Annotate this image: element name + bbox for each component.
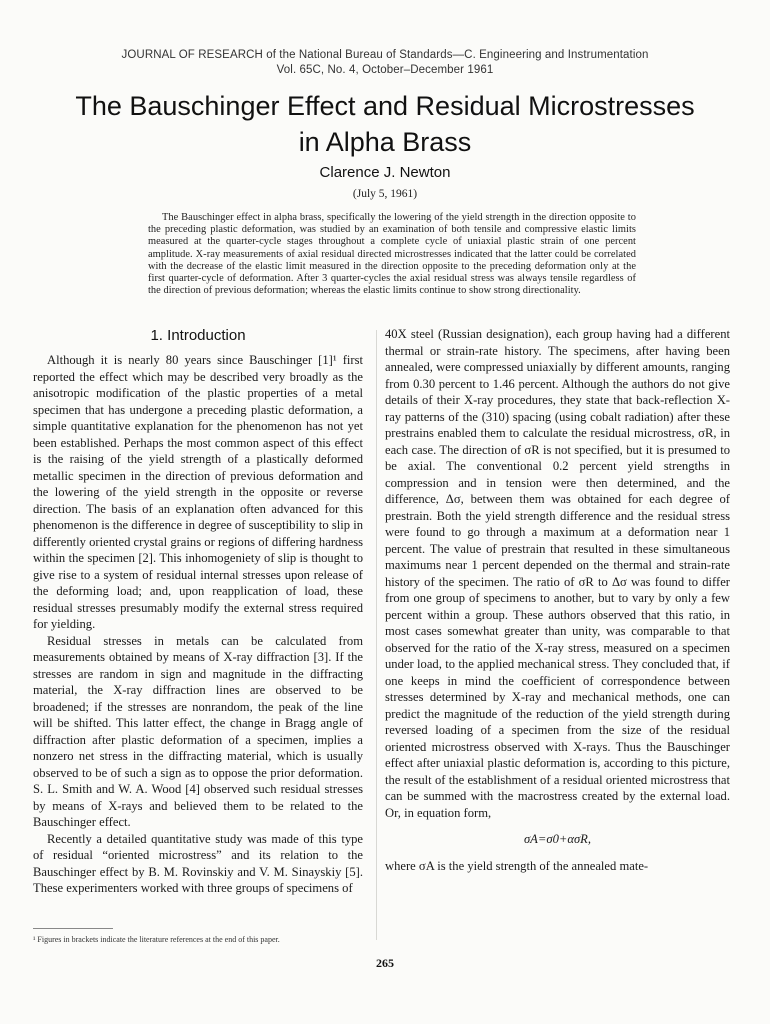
journal-header [0, 48, 770, 78]
column-divider [376, 330, 377, 940]
paragraph: 40X steel (Russian designation), each group having had a different thermal or strain-rate history. The specimens, after having been annealed, were compressed uniaxially by different amounts, ranging from 0.30 percent to 1.46 percent. Although the authors do not give details of their X-ray procedures, they state that back-reflection X-ray patterns of the (310) spacing (using cobalt radiation) after these prestrains enabled them to calculate the residual microstress, σR, in each case. The direction of σR is not specified, but it is presumed to be axial. The conventional 0.2 percent yield strengths in compression and in tension were then determined, and the difference, Δσ, between them was obtained for each degree of prestrain. Both the yield strength difference and the residual stress were found to go through a maximum at a deformation near 1 percent. The value of prestrain that resulted in these simultaneous maximums near 1 percent depended on the thermal and strain-rate history of the specimen. The ratio of σR to Δσ was found to differ from one group of specimens to another, but to vary by only a few percent within a group. These authors observed that this ratio, in most cases somewhat greater than unity, was comparable to that observed for the ratio of the X-ray stress, measured on a specimen under load, to the applied mechanical stress. They concluded that, if one keeps in mind the coefficient of correspondence between stresses determined by X-ray and mechanical methods, one can predict the magnitude of the reduction of the yield strength during reversed loading of a specimen from the size of the residual oriented microstress observed with X-rays. Thus the Bauschinger effect after uniaxial plastic deformation is, according to this picture, the result of the establishment of a residual oriented microstress that can be summed with the macrostress created by the external load. Or, in equation form, [385, 327, 730, 820]
title-line-2: in Alpha Brass [298, 127, 472, 157]
paragraph: Recently a detailed quantitative study was made of this type of residual “oriented microstress” and its relation to the Bauschinger effect by B. M. Rovinskiy and V. M. Sinayskiy [5]. These experimenters worked with three groups of specimens of [33, 831, 363, 895]
paragraph: Although it is nearly 80 years since Bauschinger [1]¹ first reported the effect which may be described very broadly as the anisotropic modification of the plastic properties of a metal specimen that has undergone a preceding plastic deformation, a simple quantitative explanation for the phenomenon has not yet been established. Perhaps the most common aspect of this effect is the raising of the yield strength of a plastically deformed metallic specimen in the direction of previous deformation and the lowering of the yield strength in the opposite or reverse direction. The basis of an explanation often advanced for this phenomenon is the difference in degree of susceptibility to slip in differently oriented crystal grains or regions of differing hardness within the specimen [2]. This inhomogeniety of slip is thought to give rise to a system of residual internal stresses upon release of the deforming load; and, upon reapplication of load, these residual stresses presumably modify the external stress required for yielding. [33, 353, 363, 631]
journal-line: JOURNAL OF RESEARCH of the National Bureau of Standards—C. Engineering and Instrumentation [121, 49, 649, 61]
footnote: ¹ Figures in brackets indicate the literature references at the end of this paper. [33, 935, 280, 944]
abstract [148, 212, 636, 297]
paper-title [0, 88, 770, 160]
page-number: 265 [376, 956, 394, 970]
paragraph: Residual stresses in metals can be calculated from measurements obtained by means of X-ray diffraction [3]. If the stresses are random in sign and magnitude in the diffracting material, the X-ray diffraction lines are observed to be broadened; if the stresses are nonrandom, the peak of the line will be shifted. This latter effect, the change in Bragg angle of diffraction after plastic deformation of a specimen, implies a nonzero net stress in the diffracting material, which is usually observed to be of such a sign as to oppose the prior deformation. S. L. Smith and W. A. Wood [4] observed such residual stresses by means of X-rays and believed them to be related to the Bauschinger effect. [33, 633, 363, 829]
footnote-rule [33, 928, 113, 929]
title-line-1: The Bauschinger Effect and Residual Microstresses [75, 91, 695, 121]
left-column [33, 326, 363, 897]
volume-line: Vol. 65C, No. 4, October–December 1961 [276, 64, 494, 76]
paragraph: where σA is the yield strength of the annealed mate- [385, 858, 649, 873]
right-column [385, 326, 730, 874]
section-heading: 1. Introduction [150, 327, 246, 344]
abstract-text: The Bauschinger effect in alpha brass, specifically the lowering of the yield strength in the direction opposite to the preceding plastic deformation, was studied by an examination of both tensile and compressive elastic limits measured at the quarter-cycle stages throughout a complete cycle of uniaxial plastic strain of one percent amplitude. X-ray measurements of axial residual directed microstresses indicated that the latter could be correlated with the decrease of the elastic limit measured in the direction opposite to the preceding deformation only at the first quarter-cycle of deformation. After 3 quarter-cycles the axial residual stress was always tensile regardless of the direction of previous deformation; whereas the elastic limits continue to show strong directionality. [148, 212, 636, 297]
equation: σA=σ0+ασR, [523, 832, 592, 846]
author-name: Clarence J. Newton [319, 164, 451, 181]
received-date: (July 5, 1961) [352, 188, 418, 200]
